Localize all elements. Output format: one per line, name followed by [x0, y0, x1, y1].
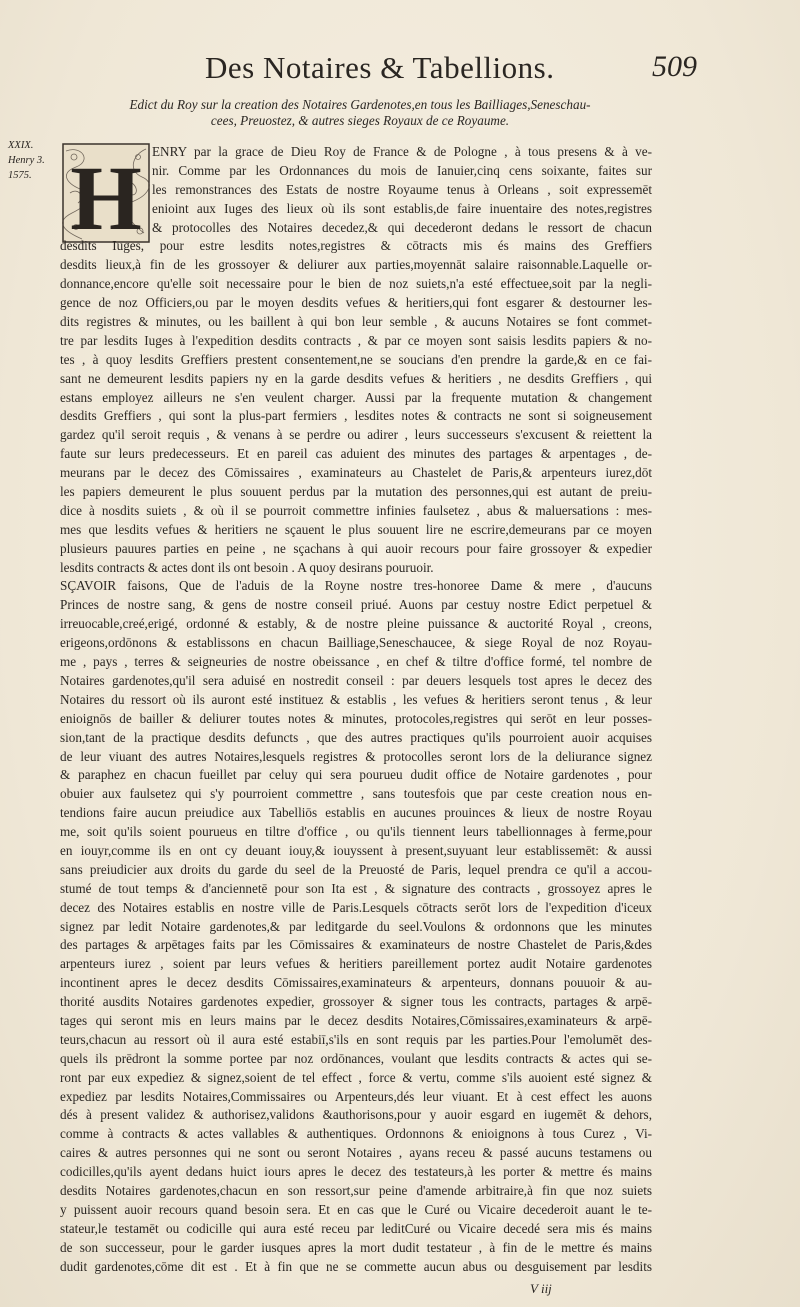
text-line: Princes de nostre sang, & gens de nostre conseil priué. Auons par cestuy nostre Edict perpetuel &: [60, 597, 652, 613]
text-line: incontinent apres le decez desdits Cōmissaires,examinateurs & arpenteurs, donnans pouuoir & au-: [60, 975, 652, 991]
text-line: stumé de tout temps & d'anciennetē pour son Ita est , & signature des contracts , grossoyez apres le: [60, 880, 652, 896]
text-line: irreuocable,creé,erigé, ordonné & estably, & de nostre pleine puissance & auctorité Royal , creons,: [60, 616, 652, 632]
text-line: arpenteurs iurez , soient par leurs vefues & heritiers pareillement portez audit Notaire gardenotes: [60, 956, 652, 972]
text-line: desdits Greffiers , qui sont la plus-part fermiers , lesdites notes & contracts ne sont si soigneusement: [60, 408, 652, 424]
text-line: obuier aux faulsetez qui s'y pourroient commettre , sans toutesfois que par ceste creation nous en-: [60, 786, 652, 802]
text-line: caires & autres personnes qui ne sont ou seront Notaires , ayans receu & passé aucuns testamens ou: [60, 1145, 652, 1161]
edict-body: [60, 143, 652, 1276]
text-line: en iouyr,comme ils en ont cy deuant iouy,& iouyssent à present,suyuant leur establissemēt: & aussi: [60, 842, 652, 858]
text-line: gardez qu'il seroit requis , & venans à se perdre ou adirer , leurs successeurs s'excusent & reiettent la: [60, 427, 652, 443]
text-line: tre par lesdits Iuges à l'expedition desdits contracts , & par ce moyen sont saisis lesdits papiers & no-: [60, 332, 652, 348]
text-line: codicilles,qu'ils ayent dedans huict iours apres le decez des testateurs,à les porter & mettre és mains: [60, 1164, 652, 1180]
margin-note: [8, 138, 56, 183]
text-line: comme à contracts & actes vallables & authentiques. Ordonnons & enioignons à tous Curez , Vi-: [60, 1126, 652, 1142]
text-line: enioint aux Iuges des lieux où ils sont establis,de faire inuentaire des notes,registres: [152, 200, 652, 216]
text-line: ENRY par la grace de Dieu Roy de France & de Pologne , à tous presens & à ve-: [152, 144, 652, 159]
text-line: enioignōs de bailler & deliurer toutes notes & minutes, protocoles,registres qui serōt en leur posses-: [60, 710, 652, 726]
text-line: faute sur leurs predecesseurs. Et en pareil cas aduient des minutes des partages & arpentages , de-: [60, 446, 652, 462]
text-line: mes que lesdits vefues & heritiers ne sçauent le plus souuent lire ne escrire,demeurans par ce moyen: [60, 521, 652, 537]
running-title: Des Notaires & Tabellions.: [205, 50, 555, 85]
text-line: Notaires du ressort où ils auront esté instituez & establis , les vefues & heritiers seront tenus , & leur: [60, 691, 652, 707]
text-line: desdits Notaires gardenotes,chacun en son ressort,sur peine d'amende arbitraire,à fin que noz suiets: [60, 1182, 652, 1198]
text-line: nir. Comme par les Ordonnances du mois de Ianuier,cinq cens soixante, faites sur: [152, 162, 652, 178]
text-line: des partages & arpētages faits par les Cōmissaires & examinateurs de nostre Chastelet de Paris,&des: [60, 937, 652, 953]
text-line: tages qui seront mis en leurs mains par le decez desdits Notaires,Cōmissaires,examinateurs & arpē-: [60, 1012, 652, 1028]
text-line: de son successeur, pour le garder iusques apres la mort dudit testateur , à fin de le mettre és mains: [60, 1239, 652, 1255]
text-line: donnance,encore qu'elle soit necessaire pour le bien de noz suiets,n'a esté effectuee,soit par la negli-: [60, 276, 652, 292]
text-line: Notaires gardenotes,qu'il sera aduisé en nostredit conseil : par deuers lesquels tost apres le decez des: [60, 672, 652, 688]
edict-title-line: Edict du Roy sur la creation des Notaires Gardenotes,en tous les Bailliages,Seneschau-: [129, 97, 591, 112]
text-line: gence de noz Officiers,ou par le moyen desdits vefues & heritiers,qui font esgarer & destourner les-: [60, 295, 652, 311]
text-line: tes , à quoy lesdits Greffiers prestent consentement,ne se soucians d'en prendre la garde,& en ce fai-: [60, 351, 652, 367]
text-line: signez par ledit Notaire gardenotes,& par leditgarde du seel.Voulons & ordonnons que les minutes: [60, 918, 652, 934]
text-line: y puissent auoir recours quand besoin sera. Et en cas que le Curé ou Vicaire decederoit auant le te-: [60, 1201, 652, 1217]
margin-note-line: Henry 3.: [8, 155, 45, 166]
text-line: thorité ausdits Notaires gardenotes expedier, grossoyer & signer tous les contracts, partages & arpē-: [60, 994, 652, 1010]
text-line: sion,tant de la practique desdits defuncts , que des autres practiques qu'ils pourroient auoir acquises: [60, 729, 652, 745]
text-line: ront par eux expediez & signez,soient de tel effect , force & vertu, comme s'ils auoient esté signez &: [60, 1069, 652, 1085]
text-line: me , pays , terres & seigneuries de nostre obeissance , en chef & tiltre d'office formé, tel nombre de: [60, 654, 652, 670]
text-line: stateur,le testamēt ou codicille qui aura esté receu par leditCuré ou Vicaire decedé sera mis és mains: [60, 1220, 652, 1236]
text-line: de leur viuant des autres Notaires,lesquels registres & protocolles seront lors de la deliurance signez: [60, 748, 652, 764]
text-line: teurs,chacun au ressort où il aura esté estabiī,s'ils en sont requis par les parties.Pour l'emolumēt des-: [60, 1031, 652, 1047]
signature-mark: V iij: [530, 1281, 552, 1296]
edict-title: [100, 97, 620, 129]
page-number: 509: [652, 50, 697, 83]
text-line: expediez par lesdits Notaires,Commissaires ou Arpenteurs,dés leur viuant. Et à cest effect les auons: [60, 1088, 652, 1104]
text-line: desdits lieux,à fin de les grossoyer & deliurer aux parties,moyennāt salaire raisonnable.Laquelle or-: [60, 257, 652, 273]
margin-note-line: 1575.: [8, 170, 32, 181]
text-line: decez des Notaires establis en nostre ville de Paris.Lesquels cōtracts serōt lors de l'expedition d'iceux: [60, 899, 652, 915]
edict-title-line: cees, Preuostez, & autres sieges Royaux de ce Royaume.: [210, 113, 510, 128]
text-line: erigeons,ordōnons & establissons en chacun Bailliage,Seneschaucee, & siege Royal de noz Royau-: [60, 635, 652, 651]
text-line: les papiers demeurent le plus souuent perdus par la mutation des personnes,qui est autant de preiu-: [60, 484, 652, 500]
text-line: les remonstrances des Estats de nostre Royaume tenus à Orleans , soit expressemēt: [152, 181, 652, 197]
text-line: tendions faire aucun preiudice aux Tabelliōs establis en aucunes prouinces & lieux de nostre Royau: [60, 805, 652, 821]
text-line: me, soit qu'ils soient pourueus en tiltre d'office , ou qu'ils tiennent leurs tabellionnages à ferme,pour: [60, 824, 652, 840]
initial-letter: H: [70, 147, 142, 243]
text-line: dits registres & minutes, ou les baillent à qui bon leur semble , & aucuns Notaires se font commet-: [60, 314, 652, 330]
text-line: dés à present validez & authorisez,validons &authorisons,pour y auoir esgard en iugemēt & dehors,: [60, 1107, 652, 1123]
text-line: & paraphez en chacun fueillet par celuy qui sera pourueu dudit office de Notaire gardenotes , pour: [60, 767, 652, 783]
text-line: lesdits contracts & actes dont ils ont besoin . A quoy desirans pouruoir.: [60, 559, 434, 575]
margin-note-line: XXIX.: [8, 140, 34, 151]
text-line: quels ils prēdront la somme portee par noz ordōnances, voulant que lesdits contracts & actes qui se-: [60, 1050, 652, 1066]
text-line: SÇAVOIR faisons, Que de l'aduis de la Royne nostre tres-honoree Dame & mere , d'aucuns: [60, 578, 652, 594]
text-line: sant ne demeurent lesdits papiers ny en la garde desdits vefues & heritiers , ne desdits Greffiers , qui: [60, 370, 652, 386]
text-line: estans employez ailleurs ne s'en veulent charger. Aussi par la frequente mutation & changement: [60, 389, 652, 405]
text-line: dice à nosdits suiets , & où il se pourroit commettre infinies faulsetez , abus & maluersations : mes-: [60, 502, 652, 518]
text-line: meurans par le decez des Cōmissaires , examinateurs au Chastelet de Paris,& arpenteurs iurez,dōt: [60, 465, 652, 481]
text-line: sans preiudicier aux droits du garde du seel de la Preuosté de Paris, lequel prendra ce qu'il a accou-: [60, 861, 652, 877]
text-line: & protocolles des Notaires decedez,& qui decederont dedans le ressort de chacun: [152, 219, 652, 235]
text-line: plusieurs pauures parties en peine , ne sçachans à qui auoir recours pour faire grossoyer & expedier: [60, 540, 652, 556]
text-line: desdits Iuges, pour estre lesdits notes,registres & cōtracts mis és mains des Greffiers: [60, 238, 652, 254]
page-header: [0, 48, 800, 98]
text-line: dudit gardenotes,cōme dit est . Et à fin que ne se commette aucun abus ou desguisement par lesdits: [60, 1258, 652, 1274]
